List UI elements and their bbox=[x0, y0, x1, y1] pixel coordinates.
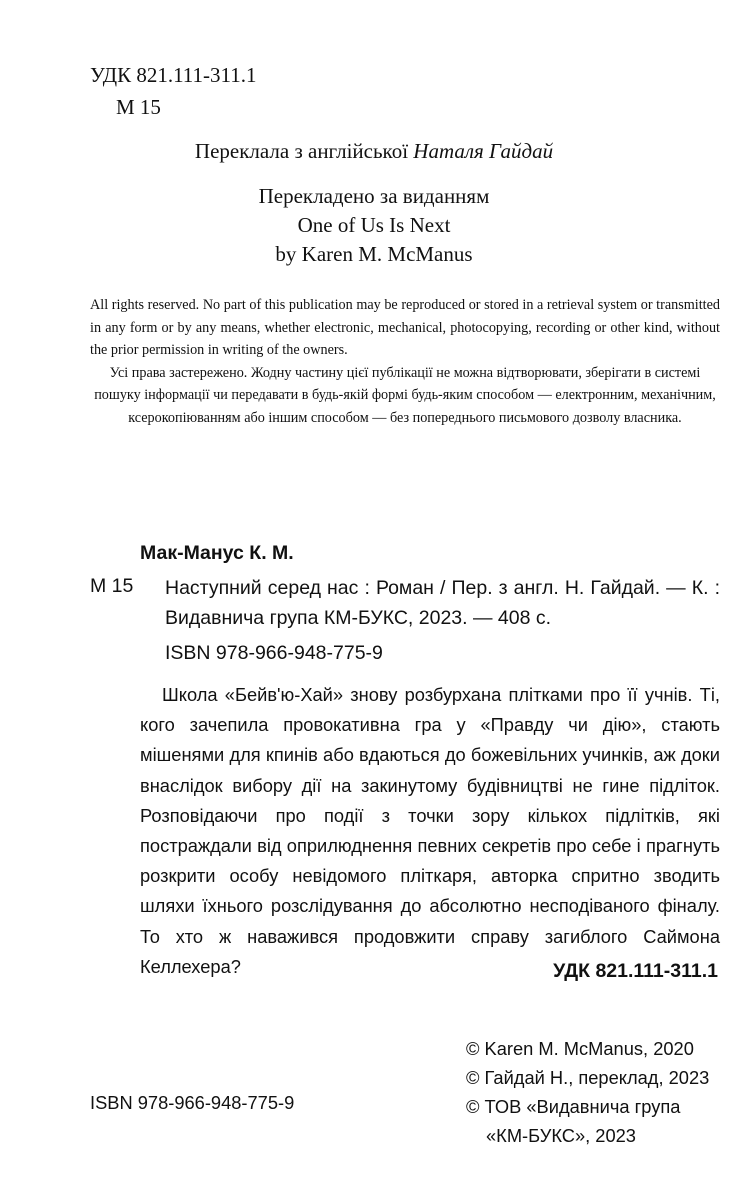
original-edition bbox=[0, 182, 748, 269]
original-edition-label: Перекладено за виданням bbox=[258, 184, 490, 208]
translation-prefix: Переклала з англійської bbox=[194, 139, 409, 163]
catalog-udk: УДК 821.111-311.1 bbox=[553, 960, 718, 982]
catalog-author-heading: Мак-Манус К. М. bbox=[140, 542, 294, 564]
original-author: by Karen M. McManus bbox=[275, 242, 473, 266]
copyright-author: © Karen M. McManus, 2020 bbox=[466, 1038, 694, 1059]
catalog-annotation: Школа «Бейв'ю-Хай» знову розбурхана плітками про її учнів. Ті, кого зачепила провокативна гра у «Правду чи дію», стають мішенями для кпинів або вдаються до божевільних учинків, аж доки внаслідок вибору дії на закинутому будівництві не гине підліток. Розповідаючи про події з точки зору кількох підлітків, які постраждали від оприлюднення певних секретів про себе і прагнуть розкрити особу невідомого пліткаря, авторка спритно зводить шляхи їхнього розслідування до абсолютно несподіваного фіналу. То хто ж наважився продовжити справу загиблого Саймона Келлехера? bbox=[140, 684, 720, 977]
original-title: One of Us Is Next bbox=[297, 213, 451, 237]
copyright-block bbox=[466, 1034, 709, 1150]
udk-code-top: УДК 821.111-311.1 bbox=[90, 63, 257, 87]
catalog-isbn: ISBN 978-966-948-775-9 bbox=[165, 642, 383, 664]
rights-notice bbox=[90, 294, 720, 429]
copyright-publisher-line2: «КМ-БУКС», 2023 bbox=[486, 1125, 636, 1146]
translator-name: Наталя Гайдай bbox=[413, 139, 554, 163]
copyright-translator: © Гайдай Н., переклад, 2023 bbox=[466, 1067, 710, 1088]
catalog-description: Наступний серед нас : Роман / Пер. з англ. Н. Гайдай. — К. : Видавнича група КМ-БУКС, 2023. — 408 с. bbox=[165, 577, 720, 629]
rights-ukrainian: Усі права застережено. Жодну частину цієї публікації не можна відтворювати, зберігати в системі пошуку інформації чи передавати в будь-якій формі будь-яким способом — електронним, механічним, ксерокопіюванням або іншим способом — без попереднього письмового дозволу власника. bbox=[94, 364, 716, 426]
translator-line bbox=[0, 138, 748, 164]
author-code-top: М 15 bbox=[116, 95, 161, 119]
copyright-publisher-line1: © ТОВ «Видавнича група bbox=[466, 1096, 681, 1117]
footer-isbn: ISBN 978-966-948-775-9 bbox=[90, 1092, 295, 1113]
catalog-code: М 15 bbox=[90, 575, 134, 597]
rights-english: All rights reserved. No part of this publication may be reproduced or stored in a retrieval system or transmitted in any form or by any means, whether electronic, mechanical, photocopying, recording or other kind, without the prior permission in writing of the owners. bbox=[90, 297, 720, 358]
